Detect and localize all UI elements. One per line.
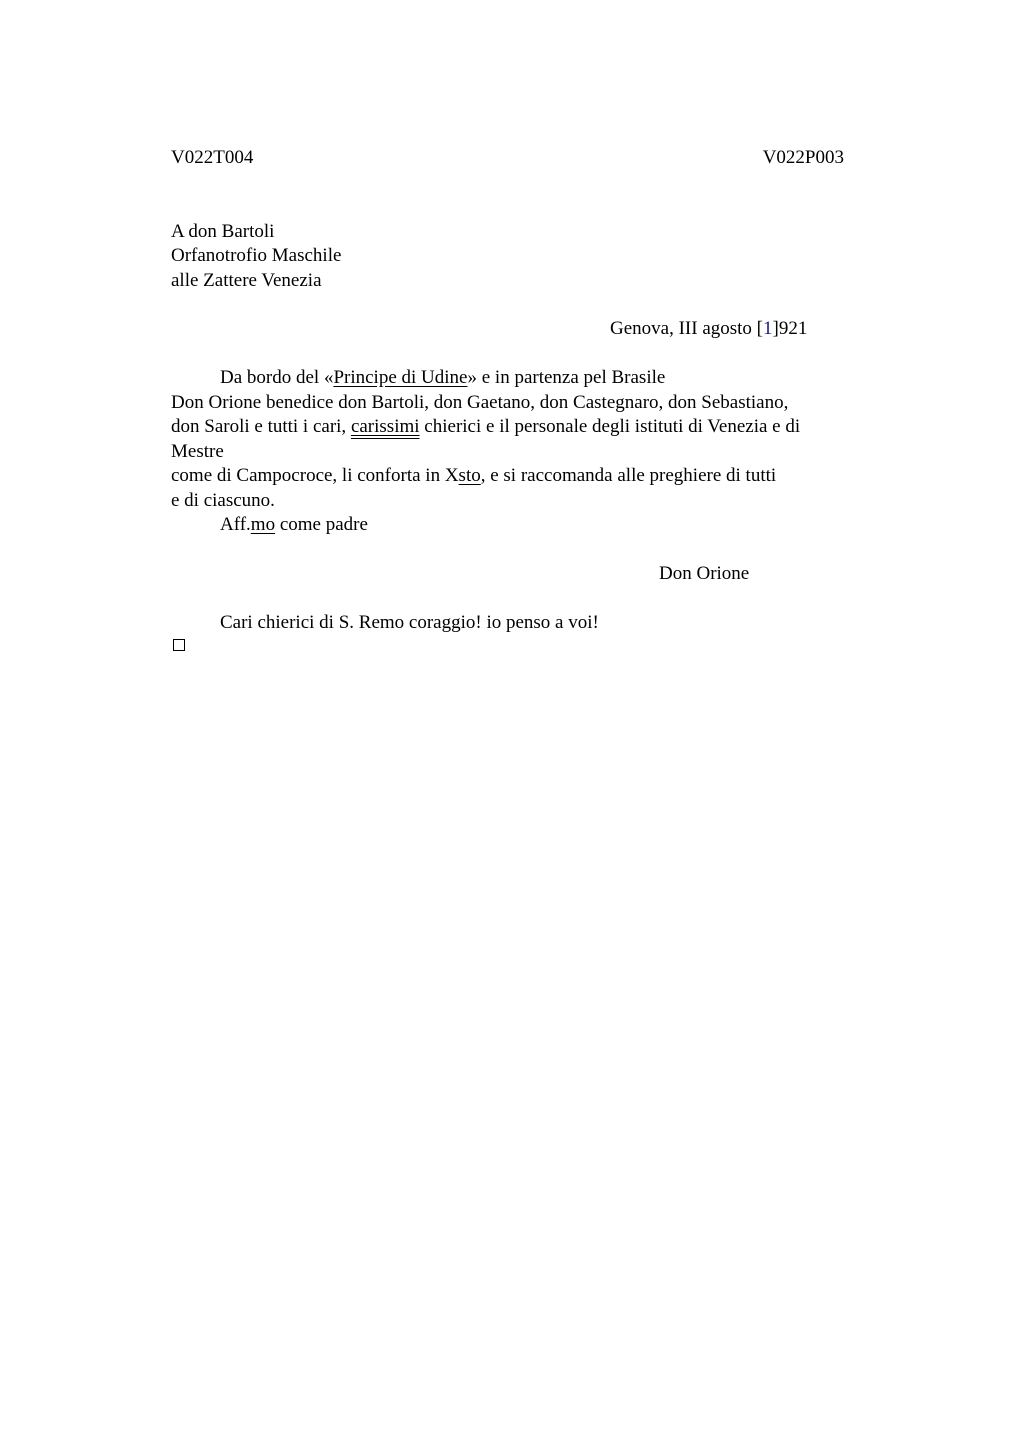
address-line-2: Orfanotrofio Maschile — [171, 245, 342, 266]
document-code-left: V022T004 — [171, 147, 254, 168]
body-line-5 — [171, 464, 776, 488]
closing-pre: Aff. — [220, 514, 251, 535]
dateline-suffix: ]921 — [772, 318, 808, 339]
dateline — [610, 317, 807, 341]
dateline-bracket-digit: 1 — [763, 318, 773, 339]
dateline-prefix: Genova, III agosto [ — [610, 318, 764, 339]
address-line-3: alle Zattere Venezia — [171, 270, 322, 291]
ship-name: Principe di Udine — [333, 367, 468, 388]
document-code-right: V022P003 — [762, 147, 844, 168]
body-line-1-pre: Da bordo del « — [220, 367, 334, 388]
empty-box-glyph — [173, 639, 185, 651]
body-line-1 — [220, 366, 665, 390]
closing-line — [220, 513, 368, 537]
body-line-1-post: » e in partenza pel Brasile — [467, 367, 666, 388]
signature: Don Orione — [659, 563, 750, 584]
body-line-2: Don Orione benedice don Bartoli, don Gaetano, don Castegnaro, don Sebastiano, — [171, 392, 789, 413]
body-line-3 — [171, 415, 800, 439]
postscript: Cari chierici di S. Remo coraggio! io penso a voi! — [220, 612, 599, 633]
body-line-5-post: , e si raccomanda alle preghiere di tutti — [480, 465, 777, 486]
address-line-1: A don Bartoli — [171, 221, 275, 242]
body-line-3-post: chierici e il personale degli istituti di Venezia e di — [419, 416, 801, 437]
body-line-3-pre: don Saroli e tutti i cari, — [171, 416, 351, 437]
closing-post: come padre — [275, 514, 368, 535]
xsto-abbrev: sto — [458, 465, 481, 486]
body-line-4: Mestre — [171, 441, 224, 462]
body-line-5-pre: come di Campocroce, li conforta in X — [171, 465, 459, 486]
closing-mo: mo — [250, 514, 276, 535]
carissimi-word: carissimi — [350, 416, 420, 437]
body-line-6: e di ciascuno. — [171, 490, 275, 511]
